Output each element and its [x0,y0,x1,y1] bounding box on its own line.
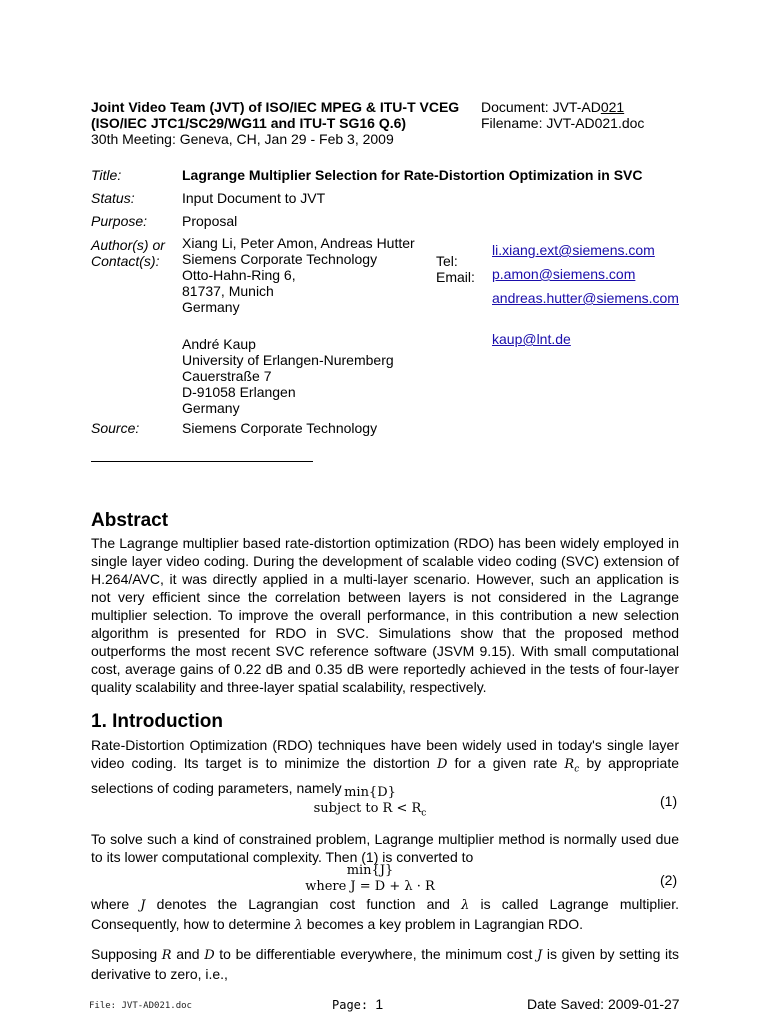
author-line: University of Erlangen-Nuremberg [182,352,394,368]
contact-labels [436,253,475,285]
section-heading: 1. Introduction [91,711,223,732]
author-block-1 [182,235,415,315]
title-label: Title: [91,167,122,183]
author-line: Cauerstraße 7 [182,368,272,384]
author-line: André Kaup [182,336,256,352]
tel-label: Tel: [436,253,458,269]
purpose-value: Proposal [182,213,238,229]
equation-1: min{D} subject to $R < R_c$ [313,785,427,819]
author-line: Germany [182,400,240,416]
header-line-1: Joint Video Team (JVT) of ISO/IEC MPEG & ITU-T VCEG [91,99,460,115]
equation-number: (2) [660,872,678,888]
email-link[interactable]: p.amon@siemens.com [492,266,636,282]
source-label: Source: [91,420,140,436]
intro-paragraph-3: where J denotes the Lagrangian cost function and λ is called Lagrange multiplier. Consequently, how to determine λ becomes a key problem in Lagrangian RDO. [91,896,679,933]
status-value: Input Document to JVT [182,190,326,206]
author-block-2 [182,336,394,416]
author-line: Germany [182,299,240,315]
email-link[interactable]: kaup@lnt.de [492,331,571,347]
filename: Filename: JVT-AD021.doc [481,115,645,131]
status-label: Status: [91,190,135,206]
document-number: 021 [600,99,625,115]
document-title: Lagrange Multiplier Selection for Rate-Distortion Optimization in SVC [182,167,643,183]
header-line-3: 30th Meeting: Geneva, CH, Jan 29 - Feb 3, 2009 [91,131,394,147]
meeting-header [91,99,491,147]
email-link[interactable]: andreas.hutter@siemens.com [492,290,679,306]
intro-paragraph-2: To solve such a kind of constrained problem, Lagrange multiplier method is normally used due to its lower computational complexity. Then (1) is converted to [91,831,679,865]
author-line: 81737, Munich [182,283,274,299]
page-number: 1 [375,996,384,1012]
email-link[interactable]: li.xiang.ext@siemens.com [492,242,655,258]
intro-paragraph-4: Supposing R and D to be differentiable everywhere, the minimum cost J is given by setting its derivative to zero, i.e., [91,946,680,982]
separator-line [91,461,313,462]
author-label: Author(s) or Contact(s): [91,237,165,269]
email-list [492,238,679,310]
author-line: Xiang Li, Peter Amon, Andreas Hutter [182,235,415,251]
footer-filename: File: JVT-AD021.doc [89,1001,192,1011]
equation-2: min{J} where J = D + λ · R [305,863,435,894]
intro-paragraph-1: Rate-Distortion Optimization (RDO) techniques have been widely used in today's single layer video coding. Its target is to minimize the distortion D for a given rate $R_c$ by appropriate selections of coding parameters, namely [91,737,679,796]
abstract-heading: Abstract [91,510,169,531]
abstract-text: The Lagrange multiplier based rate-distortion optimization (RDO) has been widely employed in single layer video coding. During the development of scalable video coding (SVC) extension of H.264/AVC, it was directly applied in a multi-layer scenario. However, such an application is not very efficient since the correlation between layers is not considered in the Lagrange multiplier selection. To improve the overall performance, in this contribution a new selection algorithm is presented for RDO in SVC. Simulations show that the proposed method outperforms the most recent SVC reference software (JSVM 9.15). With small computational cost, average gains of 0.22 dB and 0.35 dB were reportedly achieved in the tests of four-layer quality scalability and three-layer spatial scalability, respectively. [91,535,679,695]
footer-date-saved: Date Saved: 2009-01-27 [527,996,680,1012]
author-line: Otto-Hahn-Ring 6, [182,267,296,283]
document-id: Document: JVT-AD021 [481,99,625,115]
footer-page: Page: 1 [332,996,384,1012]
kaup-email [492,331,571,347]
header-line-2: (ISO/IEC JTC1/SC29/WG11 and ITU-T SG16 Q.6) [91,115,407,131]
equation-number: (1) [660,793,678,809]
document-info [481,99,644,131]
source-value: Siemens Corporate Technology [182,420,378,436]
email-label: Email: [436,269,475,285]
author-line: Siemens Corporate Technology [182,251,378,267]
author-line: D-91058 Erlangen [182,384,296,400]
purpose-label: Purpose: [91,213,148,229]
